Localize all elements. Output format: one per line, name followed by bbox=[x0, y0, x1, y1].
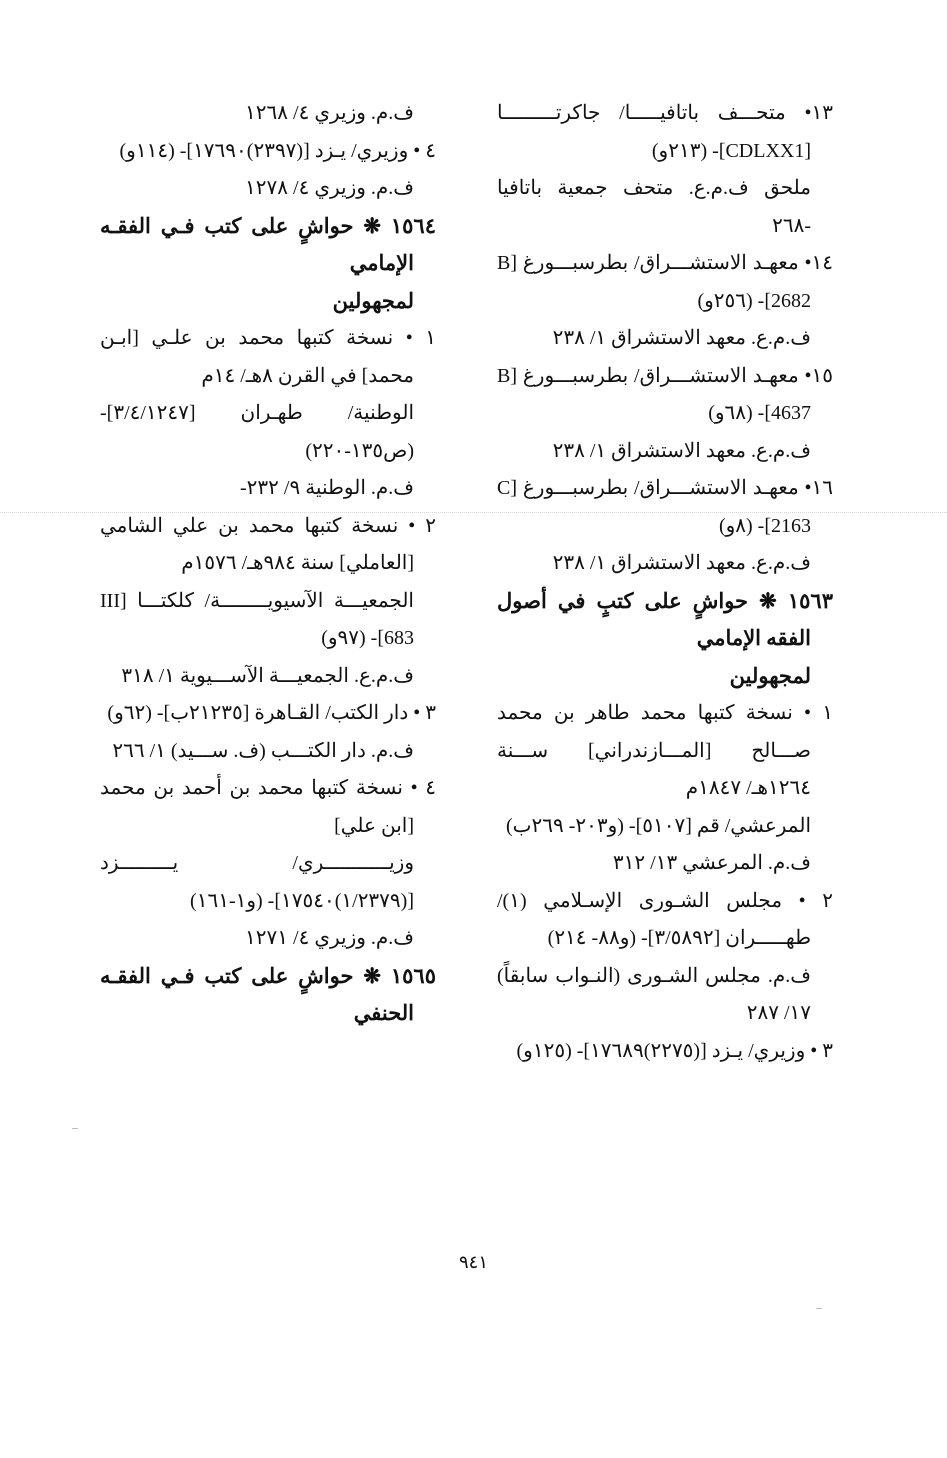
entry-detail-line: ف.م.ع. معهد الاستشراق ١/ ٢٣٨ bbox=[552, 327, 811, 349]
entry-detail-line: ف.م. الوطنية ٩/ ٢٣٢- bbox=[239, 477, 414, 499]
entry-detail-line: الجمعيـــة الآسيويــــــــة/ كلكتـــا [III 683]- (٩٧و) bbox=[100, 589, 414, 649]
section-heading: ١٥٦٥ ❋ حواشٍ على كتب فـي الفقـه الحنفي bbox=[100, 963, 436, 1025]
right-text-column bbox=[497, 95, 833, 1070]
manuscript-entry: ١٥• معهـد الاستشـــراق/ بطرسبـــورغ [B 4637]- (٦٨و) bbox=[497, 364, 833, 424]
entry-detail-line: ملحق ف.م.ع. متحف جمعية باتافيا -٢٦٨ bbox=[497, 177, 811, 237]
entry-detail-line: المرعشي/ قم [٥١٠٧]- (و٢٠٣- ٢٦٩ب) bbox=[505, 814, 811, 837]
manuscript-entry: ١ • نسخة كتبها محمد بن علـي [ابـن محمد] في القرن ٨هـ/ ١٤م bbox=[100, 327, 436, 387]
entry-detail-line: ف.م. وزيري ٤/ ١٢٦٨ bbox=[245, 102, 414, 124]
manuscript-entry: ٣ • دار الكتب/ القـاهرة [٢١٢٣٥ب]- (٦٢و) bbox=[107, 702, 436, 724]
section-subheading: لمجهولين bbox=[729, 663, 811, 688]
manuscript-entry: ١٦• معهـد الاستشـــراق/ بطرسبـــورغ [C 2163]- (٨و) bbox=[497, 477, 833, 537]
entry-detail-line: ف.م. مجلس الشـورى (النـواب سابقاً) ١٧/ ٢٨٧ bbox=[497, 964, 811, 1024]
section-heading: ١٥٦٤ ❋ حواشٍ على كتب فـي الفقـه الإمامي bbox=[100, 213, 436, 275]
manuscript-entry: ٢ • مجلس الشـورى الإسـلامي (١)/ طهـــــران [٣/٥٨٩٢]- (و٨٨- ٢١٤) bbox=[497, 889, 833, 949]
manuscript-entry: ٤ • نسخة كتبها محمد بن أحمد بن محمد [ابن علي] bbox=[100, 777, 436, 837]
entry-detail-line: الوطنية/ طهـران [٣/٤/١٢٤٧]- (ص١٣٥-٢٢٠) bbox=[100, 402, 414, 462]
entry-detail-line: ف.م.ع. الجمعيـــة الآســـيوية ١/ ٣١٨ bbox=[121, 664, 414, 687]
entry-detail-line: ف.م.ع. معهد الاستشراق ١/ ٢٣٨ bbox=[552, 552, 811, 574]
scan-speck bbox=[72, 1128, 78, 1129]
entry-detail-line: ف.م. وزيري ٤/ ١٢٧١ bbox=[245, 927, 414, 949]
manuscript-entry: ١ • نسخة كتبها محمد طاهر بن محمد صـــالح [المـــازندراني] ســـنة ١٢٦٤هـ/ ١٨٤٧م bbox=[497, 702, 833, 799]
entry-detail-line: ف.م. وزيري ٤/ ١٢٧٨ bbox=[245, 177, 414, 199]
page-number: ٩٤١ bbox=[458, 1252, 488, 1272]
manuscript-entry: ١٤• معهـد الاستشـــراق/ بطرسبـــورغ [B 2682]- (٢٥٦و) bbox=[497, 252, 833, 312]
entry-detail-line: ف.م. المرعشي ١٣/ ٣١٢ bbox=[612, 852, 811, 874]
manuscript-entry: ٣ • وزيري/ يـزد [(٢٢٧٥)١٧٦٨٩]- (١٢٥و) bbox=[516, 1039, 833, 1062]
entry-detail-line: وزيـــــــــــري/ يـــــــــزد [(١/٢٣٧٩)١٧٥٤٠]- (و١-١٦١) bbox=[100, 852, 414, 912]
manuscript-entry: ٢ • نسخة كتبها محمد بن علي الشامي [العاملي] سنة ٩٨٤هـ/ ١٥٧٦م bbox=[100, 514, 436, 574]
manuscript-entry: ٤ • وزيري/ يـزد [(٢٣٩٧)١٧٦٩٠]- (١١٤و) bbox=[119, 139, 436, 162]
section-subheading: لمجهولين bbox=[332, 288, 414, 313]
entry-detail-line: ف.م. دار الكتـــب (ف. ســـيد) ١/ ٢٦٦ bbox=[112, 739, 414, 762]
entry-detail-line: ف.م.ع. معهد الاستشراق ١/ ٢٣٨ bbox=[552, 439, 811, 462]
scan-speck bbox=[816, 1308, 822, 1309]
section-heading: ١٥٦٣ ❋ حواشٍ على كتبٍ في أصول الفقه الإمامي bbox=[497, 588, 833, 650]
left-text-column bbox=[100, 95, 436, 1033]
manuscript-entry: ١٣• متحـــف باتافيـــــا/ جاكرتـــــــــا [CDLXX1]- (٢١٣و) bbox=[497, 102, 833, 162]
